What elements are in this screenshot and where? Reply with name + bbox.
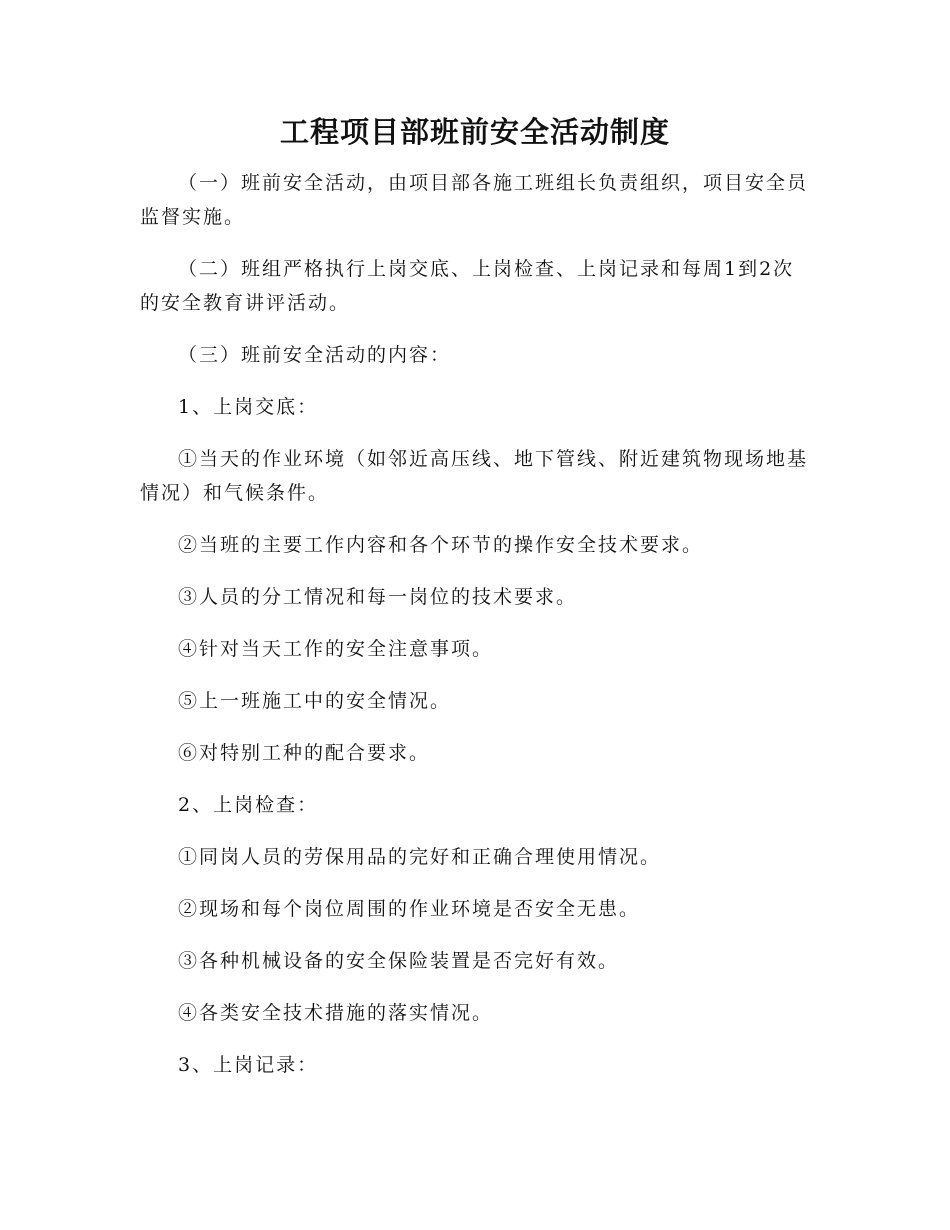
paragraph: ②当班的主要工作内容和各个环节的操作安全技术要求。 — [178, 534, 704, 556]
paragraph: （一）班前安全活动，由项目部各施工班组长负责组织，项目安全员监督实施。 — [140, 172, 809, 228]
paragraph: 2、上岗检查： — [178, 794, 319, 816]
document-body — [140, 166, 810, 1100]
paragraph: 3、上岗记录： — [178, 1054, 319, 1076]
paragraph: （三）班前安全活动的内容： — [178, 344, 452, 366]
paragraph: （二）班组严格执行上岗交底、上岗检查、上岗记录和每周1到2次的安全教育讲评活动。 — [140, 258, 795, 314]
paragraph: ③人员的分工情况和每一岗位的技术要求。 — [178, 586, 578, 608]
paragraph: ②现场和每个岗位周围的作业环境是否安全无患。 — [178, 898, 641, 920]
paragraph: ④各类安全技术措施的落实情况。 — [178, 1002, 494, 1024]
paragraph: ①同岗人员的劳保用品的完好和正确合理使用情况。 — [178, 846, 662, 868]
paragraph: ①当天的作业环境（如邻近高压线、地下管线、附近建筑物现场地基情况）和气候条件。 — [140, 448, 809, 504]
paragraph: 1、上岗交底： — [178, 396, 319, 418]
paragraph: ③各种机械设备的安全保险装置是否完好有效。 — [178, 950, 620, 972]
paragraph: ④针对当天工作的安全注意事项。 — [178, 638, 494, 660]
document-title: 工程项目部班前安全活动制度 — [279, 115, 670, 149]
paragraph: ⑥对特别工种的配合要求。 — [178, 742, 431, 764]
paragraph: ⑤上一班施工中的安全情况。 — [178, 690, 452, 712]
